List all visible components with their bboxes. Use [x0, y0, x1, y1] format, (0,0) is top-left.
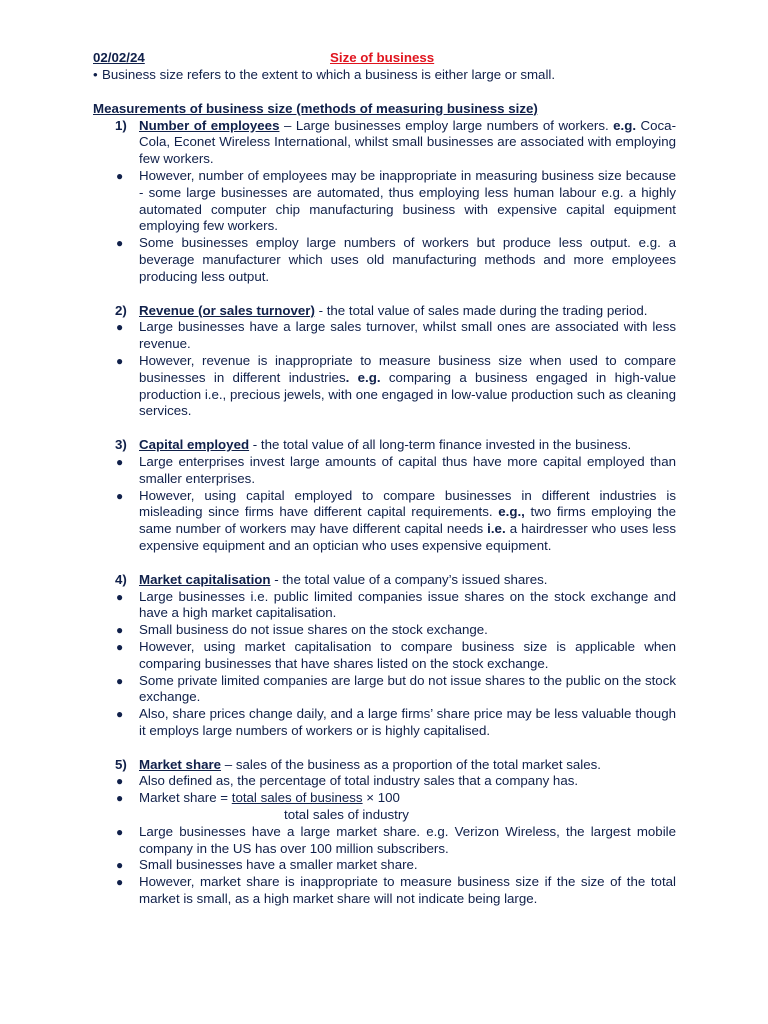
- list-item: ● Some private limited companies are large but do not issue shares to the public on the stock exchange.: [116, 672, 676, 705]
- bullet-icon: ●: [116, 673, 124, 688]
- list-item: ● Some businesses employ large numbers of workers but produce less output. e.g. a beverage manufacturer which uses old manufacturing methods and more employees producing less output.: [116, 235, 676, 284]
- bullet-icon: ●: [116, 824, 124, 839]
- list-item: ● Also, share prices change daily, and a large firms’ share price may be less valuable though it employs large numbers of workers or is highly capitalised.: [116, 706, 676, 738]
- list-item: ● However, using capital employed to compare businesses in different industries is misleading since firms have different capital requirements. e.g., two firms employing the same number of workers may have different capital needs i.e. a hairdresser who uses less expensive equipment and an optician who uses expensive equipment.: [116, 487, 676, 553]
- section-4: 4) Market capitalisation - the total value of a company’s issued shares.: [115, 571, 548, 587]
- section-3: 3) Capital employed - the total value of all long-term finance invested in the business.: [115, 437, 632, 453]
- list-item: ● Large enterprises invest large amounts of capital thus have more capital employed than smaller enterprises.: [116, 453, 676, 486]
- bullet-icon: ●: [116, 236, 124, 251]
- formula-denominator-row: [93, 807, 676, 824]
- page-title: Size of business: [330, 50, 435, 65]
- bullet-icon: ●: [116, 454, 124, 469]
- bullet-icon: ●: [116, 791, 124, 806]
- list-item: ● However, revenue is inappropriate to measure business size when used to compare businesses in different industries. e.g. comparing a business engaged in high-value production i.e., precious jewels, with one engaged in low-value production such as cleaning services.: [116, 352, 677, 419]
- list-item: ● However, using market capitalisation to compare business size is applicable when comparing businesses that have shares listed on the stock exchange.: [116, 638, 676, 671]
- formula-numerator: total sales of business: [231, 790, 363, 806]
- date: 02/02/24: [93, 50, 145, 65]
- list-item: ● Large businesses have a large market share. e.g. Verizon Wireless, the largest mobile company in the US has over 100 million subscribers.: [116, 823, 676, 856]
- section-1: 1) Number of employees – Large businesses employ large numbers of workers. e.g. Coca-Cola, Econet Wireless International, whilst small businesses are associated with employing few workers.: [115, 117, 677, 167]
- bullet-icon: ●: [116, 488, 124, 503]
- document-page: [93, 50, 676, 908]
- formula: ● Market share = total sales of business × 100: [116, 790, 400, 806]
- list-item: ● Also defined as, the percentage of total industry sales that a company has.: [116, 773, 579, 789]
- bullet-icon: ●: [116, 353, 124, 368]
- bullet-icon: ●: [116, 707, 124, 722]
- bullet-icon: ●: [116, 875, 124, 890]
- list-item: ● However, market share is inappropriate to measure business size if the size of the total market is small, as a high market share will not indicate being large.: [116, 874, 676, 907]
- bullet-icon: ●: [116, 774, 124, 789]
- section-5: 5) Market share – sales of the business as a proportion of the total market sales.: [115, 756, 601, 772]
- header: [93, 50, 676, 67]
- term: Number of employees: [139, 117, 280, 133]
- list-item: ● Large businesses have a large sales turnover, whilst small ones are associated with less revenue.: [116, 319, 676, 352]
- bullet-icon: ●: [116, 589, 124, 604]
- term: Revenue (or sales turnover): [139, 302, 315, 318]
- section-heading: Measurements of business size (methods of measuring business size): [93, 100, 538, 116]
- bullet-icon: ●: [116, 639, 124, 654]
- bullet-icon: ●: [116, 623, 124, 638]
- list-item: ● Small business do not issue shares on the stock exchange.: [116, 622, 488, 638]
- bullet-icon: ●: [116, 320, 124, 335]
- term: Market capitalisation: [139, 571, 271, 587]
- section-2: 2) Revenue (or sales turnover) - the total value of sales made during the trading period.: [115, 302, 648, 318]
- intro-line: • Business size refers to the extent to which a business is either large or small.: [93, 67, 556, 82]
- term: Capital employed: [139, 437, 250, 453]
- list-item: ● However, number of employees may be inappropriate in measuring business size because - some large businesses are automated, thus employing less human labour e.g. a highly automated computer chip manufacturing business with expensive capital equipment employing few workers.: [116, 167, 676, 234]
- formula-denominator: total sales of industry: [284, 807, 409, 823]
- term: Market share: [139, 756, 222, 772]
- list-item: ● Small businesses have a smaller market share.: [116, 857, 418, 873]
- bullet-icon: ●: [116, 858, 124, 873]
- bullet-icon: •: [93, 67, 98, 82]
- list-item: ● Large businesses i.e. public limited companies issue shares on the stock exchange and have a high market capitalisation.: [116, 588, 676, 621]
- bullet-icon: ●: [116, 168, 124, 183]
